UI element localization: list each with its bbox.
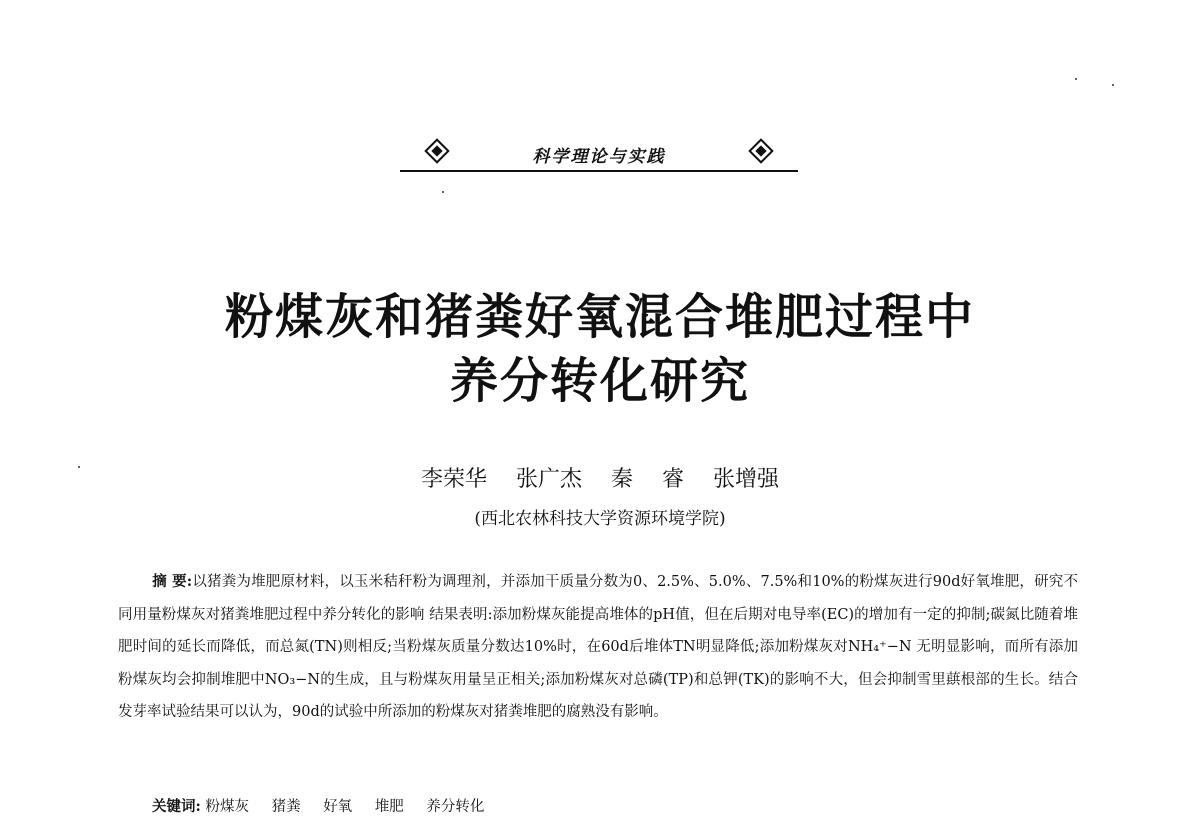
paper-title-line-2: 养分转化研究 bbox=[449, 353, 750, 409]
keywords bbox=[152, 795, 502, 816]
keyword: 粉煤灰 bbox=[205, 799, 249, 815]
affiliation: (西北农林科技大学资源环境学院) bbox=[474, 509, 726, 529]
scan-speck bbox=[78, 466, 80, 468]
keyword: 养分转化 bbox=[426, 799, 485, 815]
keyword: 猪粪 bbox=[271, 799, 301, 815]
section-title: 科学理论与实践 bbox=[532, 147, 666, 167]
paper-title-line-1: 粉煤灰和猪粪好氧混合堆肥过程中 bbox=[224, 289, 975, 345]
authors: 李荣华 张广杰 秦 睿 张增强 bbox=[421, 467, 779, 492]
abstract-label: 摘 要: bbox=[152, 573, 193, 590]
abstract-text: 以猪粪为堆肥原材料，以玉米秸秆粉为调理剂，并添加干质量分数为0、2.5%、5.0%、7.5%和10%的粉煤灰进行90d好氧堆肥，研究不同用量粉煤灰对猪粪堆肥过程中养分转化的影响 结果表明:添加粉煤灰能提高堆体的pH值，但在后期对电导率(EC)的增加有一定的抑制;碳氮比随着堆肥时间的延长而降低，而总氮(TN)则相反;当粉煤灰质量分数达10%时，在60d后堆体TN明显降低;添加粉煤灰对NH₄⁺−N 无明显影响，而所有添加粉煤灰均会抑制堆肥中NO₃−N的生成，且与粉煤灰用量呈正相关;添加粉煤灰对总磷(TP)和总钾(TK)的影响不大，但会抑制雪里蕻根部的生长。结合发芽率试验结果可以认为，90d的试验中所添加的粉煤灰对猪粪堆肥的腐熟没有影响。 bbox=[118, 574, 1078, 721]
keywords-label: 关键词: bbox=[152, 798, 201, 815]
scan-speck bbox=[1075, 78, 1077, 80]
scan-speck bbox=[442, 191, 444, 193]
scan-speck bbox=[1112, 84, 1114, 86]
keyword: 堆肥 bbox=[374, 799, 404, 815]
keyword: 好氧 bbox=[323, 799, 353, 815]
section-header bbox=[400, 138, 798, 172]
abstract bbox=[118, 566, 1078, 729]
